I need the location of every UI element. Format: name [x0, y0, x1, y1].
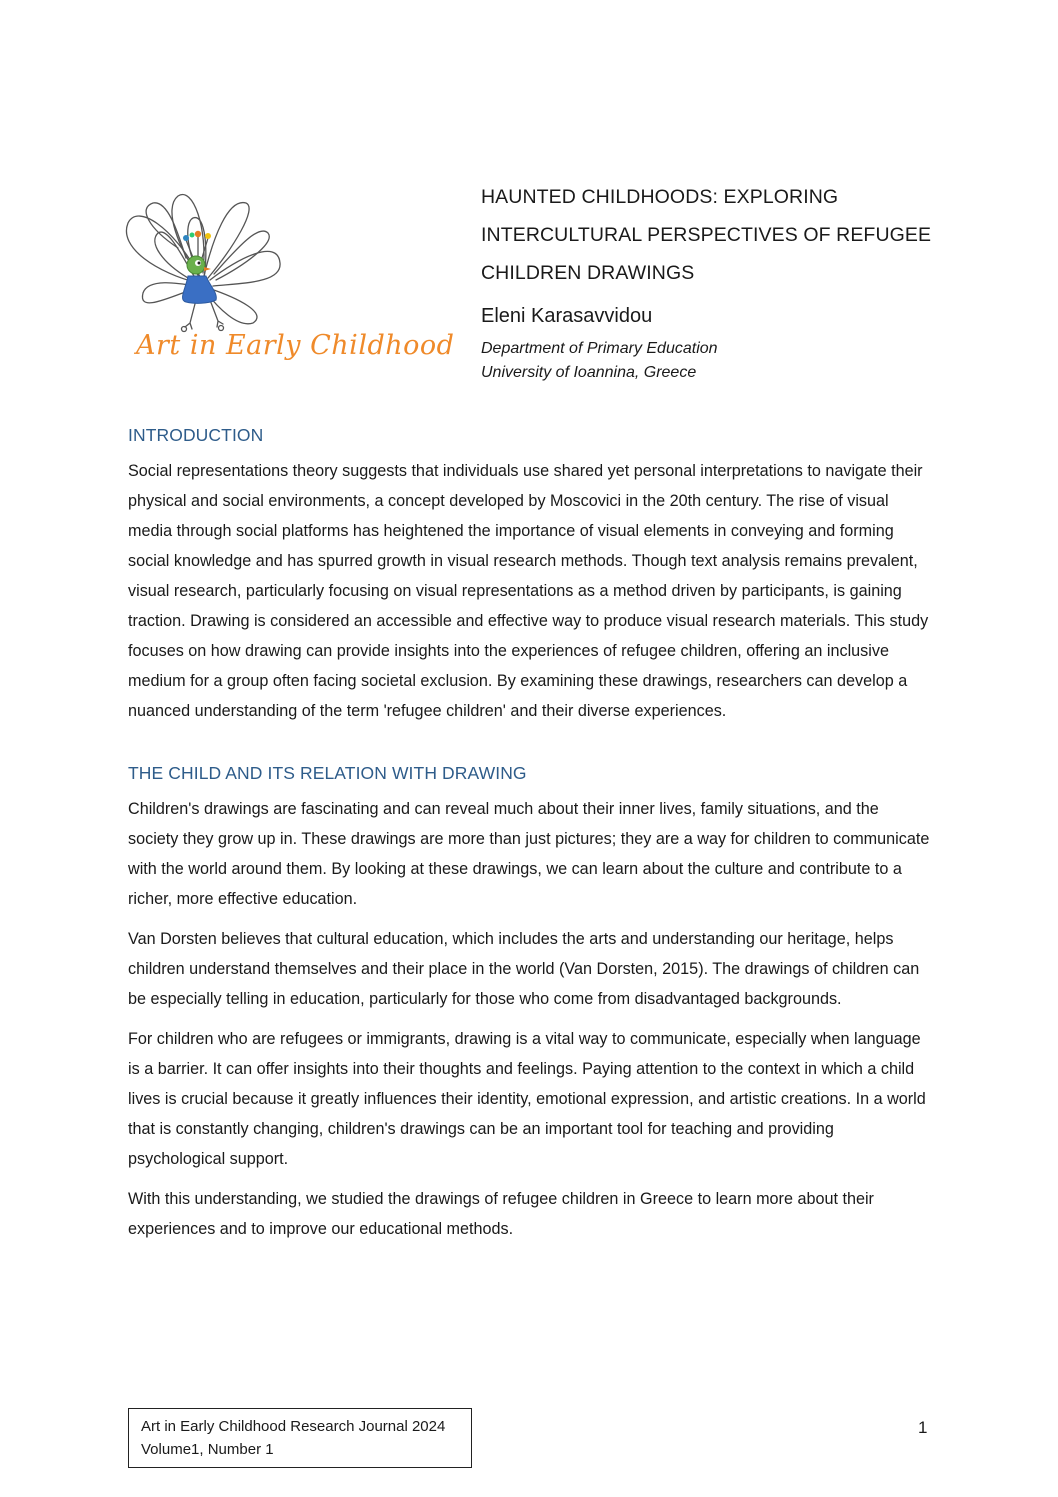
- peacock-flower-logo-icon: [118, 188, 298, 338]
- journal-name: Art in Early Childhood Research Journal 2024: [141, 1418, 446, 1435]
- title-block: [481, 178, 951, 385]
- section-heading-introduction: INTRODUCTION: [128, 425, 264, 445]
- paragraph: Social representations theory suggests that individuals use shared yet personal interpretations to navigate their physical and social environments, a concept developed by Moscovici in the 20th century. The rise of visual media through social platforms has heightened the importance of visual elements in conveying and forming social knowledge and has spurred growth in visual research methods. Though text analysis remains prevalent, visual research, particularly focusing on visual representations as a method driven by participants, is gaining traction. Drawing is considered an accessible and effective way to produce visual research materials. This study focuses on how drawing can provide insights into the experiences of refugee children, offering an inclusive medium for a group often facing societal exclusion. By examining these drawings, researchers can develop a nuanced understanding of the term 'refugee children' and their diverse experiences.: [128, 462, 929, 720]
- author-name: Eleni Karasavvidou: [481, 305, 653, 327]
- section-heading-child-drawing: THE CHILD AND ITS RELATION WITH DRAWING: [128, 763, 527, 783]
- paper-title-line: HAUNTED CHILDHOODS: EXPLORING: [481, 186, 839, 208]
- article-body: [128, 422, 933, 1254]
- paper-title: [481, 178, 951, 292]
- logo-text: Art in Early Childhood: [136, 330, 455, 361]
- paragraph: Van Dorsten believes that cultural education, which includes the arts and understanding our heritage, helps children understand themselves and their place in the world (Van Dorsten, 2015). The drawings of children can be especially telling in education, particularly for those who come from disadvantaged backgrounds.: [128, 930, 920, 1008]
- paragraph: For children who are refugees or immigrants, drawing is a vital way to communicate, especially when language is a barrier. It can offer insights into their thoughts and feelings. Paying attention to the context in which a child lives is crucial because it greatly influences their identity, emotional expression, and artistic creations. In a world that is constantly changing, children's drawings can be an important tool for teaching and providing psychological support.: [128, 1030, 926, 1168]
- page-number: 1: [918, 1418, 928, 1437]
- paragraph: Children's drawings are fascinating and can reveal much about their inner lives, family situations, and the society they grow up in. These drawings are more than just pictures; they are a way for children to communicate with the world around them. By looking at these drawings, we can learn about the culture and contribute to a richer, more effective education.: [128, 800, 930, 908]
- affiliation: [481, 337, 951, 385]
- paper-title-line: INTERCULTURAL PERSPECTIVES OF REFUGEE: [481, 224, 932, 246]
- paragraph: With this understanding, we studied the drawings of refugee children in Greece to learn more about their experiences and to improve our educational methods.: [128, 1190, 874, 1238]
- journal-volume: Volume1, Number 1: [141, 1441, 274, 1458]
- affiliation-department: Department of Primary Education: [481, 340, 718, 357]
- affiliation-university: University of Ioannina, Greece: [481, 364, 697, 381]
- journal-logo: [118, 188, 455, 378]
- paper-title-line: CHILDREN DRAWINGS: [481, 262, 695, 284]
- journal-info-box: [128, 1408, 472, 1468]
